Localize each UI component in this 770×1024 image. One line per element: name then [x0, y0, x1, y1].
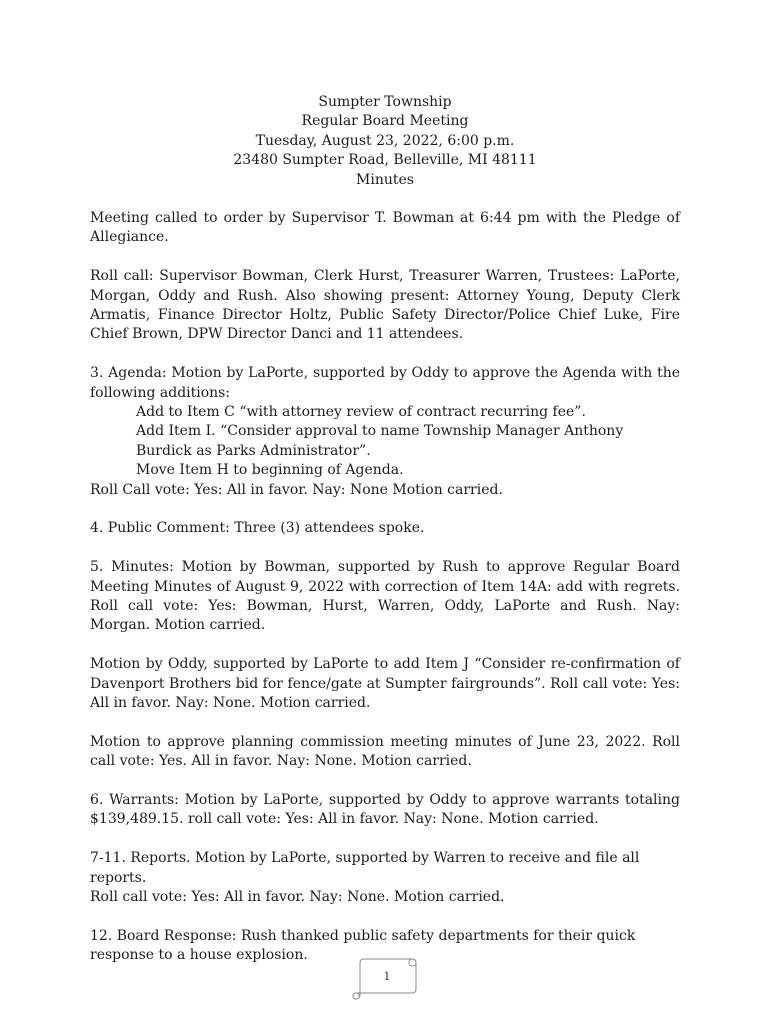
agenda-vote: Roll Call vote: Yes: All in favor. Nay: None Motion carried.	[90, 481, 503, 498]
document-title: Minutes	[356, 171, 414, 188]
agenda-section	[90, 364, 680, 500]
call-to-order-paragraph: Meeting called to order by Supervisor T. Bowman at 6:44 pm with the Pledge of Allegiance.	[90, 210, 680, 246]
public-comment-paragraph: 4. Public Comment: Three (3) attendees spoke.	[90, 520, 425, 537]
board-response-paragraph: 12. Board Response: Rush thanked public safety departments for their quick response to a house explosion.	[90, 927, 636, 964]
meeting-type: Regular Board Meeting	[301, 113, 469, 130]
document-header	[90, 93, 680, 190]
minutes-paragraph: 5. Minutes: Motion by Bowman, supported by Rush to approve Regular Board Meeting Minutes of August 9, 2022 with correction of Item 14A: add with regrets. Roll call vote: Yes: Bowman, Hurst, Warren, Oddy, LaPorte and Rush. Nay: Morgan. Motion carried.	[90, 559, 680, 634]
reports-section	[90, 849, 680, 907]
agenda-item-2: Add Item I. “Consider approval to name Township Manager Anthony Burdick as Parks Administrator”.	[136, 423, 624, 459]
meeting-date: Tuesday, August 23, 2022, 6:00 p.m.	[255, 132, 515, 149]
page-number: 1	[383, 970, 391, 983]
agenda-item-3: Move Item H to beginning of Agenda.	[136, 462, 404, 479]
page-footer	[352, 955, 420, 997]
planning-paragraph: Motion to approve planning commission meeting minutes of June 23, 2022. Roll call vote: Yes. All in favor. Nay: None. Motion carried.	[90, 733, 680, 770]
agenda-item-1: Add to Item C “with attorney review of contract recurring fee”.	[136, 404, 586, 421]
motion-oddy-paragraph: Motion by Oddy, supported by LaPorte to add Item J “Consider re-confirmation of Davenport Brothers bid for fence/gate at Sumpter fairgrounds”. Roll call vote: Yes: All in favor. Nay: None. Motion carried.	[90, 656, 680, 712]
warrants-paragraph: 6. Warrants: Motion by LaPorte, supported by Oddy to approve warrants totaling $139,489.15. roll call vote: Yes: All in favor. Nay: None. Motion carried.	[90, 792, 680, 828]
roll-call-paragraph: Roll call: Supervisor Bowman, Clerk Hurst, Treasurer Warren, Trustees: LaPorte, Morgan, Oddy and Rush. Also showing present: Attorney Young, Deputy Clerk Armatis, Finance Director Holtz, Public Safety Director/Police Chief Luke, Fire Chief Brown, DPW Director Danci and 11 attendees.	[90, 268, 680, 343]
reports-line-2: Roll call vote: Yes: All in favor. Nay: None. Motion carried.	[90, 889, 505, 906]
reports-line-1: 7-11. Reports. Motion by LaPorte, supported by Warren to receive and file all reports.	[90, 850, 640, 886]
meeting-address: 23480 Sumpter Road, Belleville, MI 48111	[233, 152, 537, 169]
agenda-paragraph: 3. Agenda: Motion by LaPorte, supported by Oddy to approve the Agenda with the following additions:	[90, 365, 680, 401]
document-body	[90, 209, 680, 985]
township-name: Sumpter Township	[318, 94, 452, 110]
